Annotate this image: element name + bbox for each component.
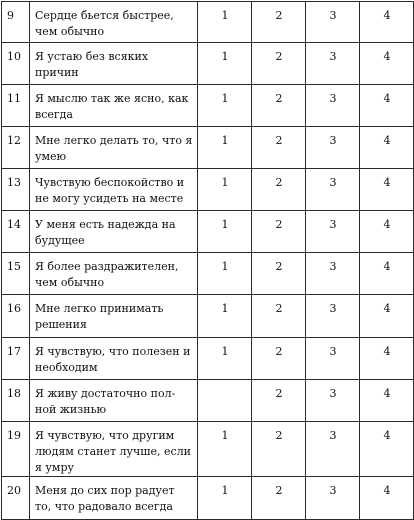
table-row [2,253,414,295]
score-option-3: 3 [306,295,360,338]
score-option-1: 1 [198,85,252,127]
score-option-2: 2 [252,169,306,211]
score-option-3: 3 [306,2,360,43]
score-option-4: 4 [360,253,414,295]
questionnaire-body [2,2,414,520]
score-option-3: 3 [306,253,360,295]
score-option-2: 2 [252,85,306,127]
score-option-1: 1 [198,43,252,85]
score-option-1: 1 [198,211,252,253]
score-option-2: 2 [252,477,306,520]
score-option-2: 2 [252,253,306,295]
score-option-2: 2 [252,338,306,380]
question-text: У меня есть надежда на будущее [30,211,198,253]
questionnaire-table [1,1,414,520]
score-option-4: 4 [360,422,414,477]
question-text: Мне легко принимать решения [30,295,198,338]
question-text: Сердце бьется быстрее, чем обычно [30,2,198,43]
score-option-3: 3 [306,477,360,520]
score-option-3: 3 [306,85,360,127]
score-option-1: 1 [198,169,252,211]
score-option-4: 4 [360,380,414,422]
score-option-1: 1 [198,422,252,477]
score-option-2: 2 [252,380,306,422]
question-number: 15 [2,253,30,295]
score-option-3: 3 [306,169,360,211]
table-row [2,127,414,169]
score-option-2: 2 [252,422,306,477]
score-option-2: 2 [252,295,306,338]
score-option-4: 4 [360,43,414,85]
table-row [2,380,414,422]
question-number: 12 [2,127,30,169]
score-option-1: 1 [198,127,252,169]
question-number: 18 [2,380,30,422]
question-text: Чувствую беспокойство и не могу усидеть на месте [30,169,198,211]
question-number: 9 [2,2,30,43]
score-option-3: 3 [306,338,360,380]
score-option-1 [198,380,252,422]
score-option-4: 4 [360,2,414,43]
score-option-2: 2 [252,43,306,85]
question-text: Я чувствую, что другим людям станет лучше, если я умру [30,422,198,477]
question-text: Я чувствую, что полезен и необходим [30,338,198,380]
question-number: 10 [2,43,30,85]
question-text: Меня до сих пор радует то, что радовало всегда [30,477,198,520]
score-option-4: 4 [360,127,414,169]
table-row [2,211,414,253]
question-text: Я живу достаточно пол-ной жизнью [30,380,198,422]
score-option-3: 3 [306,422,360,477]
score-option-4: 4 [360,477,414,520]
score-option-4: 4 [360,295,414,338]
score-option-3: 3 [306,380,360,422]
question-text: Я более раздражителен, чем обычно [30,253,198,295]
score-option-3: 3 [306,211,360,253]
score-option-4: 4 [360,338,414,380]
question-number: 11 [2,85,30,127]
question-number: 20 [2,477,30,520]
score-option-2: 2 [252,2,306,43]
question-text: Мне легко делать то, что я умею [30,127,198,169]
score-option-1: 1 [198,338,252,380]
table-row [2,2,414,43]
table-row [2,422,414,477]
score-option-2: 2 [252,127,306,169]
score-option-3: 3 [306,127,360,169]
score-option-4: 4 [360,169,414,211]
score-option-4: 4 [360,211,414,253]
table-row [2,338,414,380]
score-option-1: 1 [198,477,252,520]
table-row [2,295,414,338]
question-number: 19 [2,422,30,477]
score-option-1: 1 [198,2,252,43]
question-number: 14 [2,211,30,253]
question-number: 13 [2,169,30,211]
question-number: 17 [2,338,30,380]
question-text: Я мыслю так же ясно, как всегда [30,85,198,127]
table-row [2,85,414,127]
score-option-1: 1 [198,295,252,338]
question-number: 16 [2,295,30,338]
score-option-1: 1 [198,253,252,295]
score-option-4: 4 [360,85,414,127]
table-row [2,477,414,520]
score-option-2: 2 [252,211,306,253]
table-row [2,169,414,211]
question-text: Я устаю без всяких причин [30,43,198,85]
table-row [2,43,414,85]
score-option-3: 3 [306,43,360,85]
